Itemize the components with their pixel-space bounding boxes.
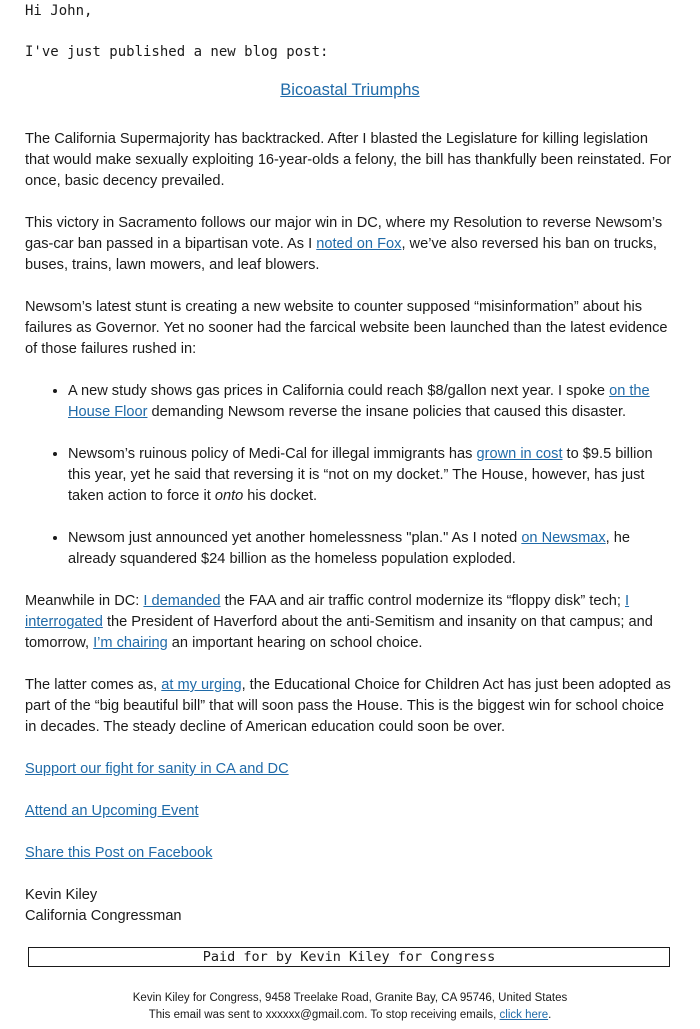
post-title-link[interactable]: Bicoastal Triumphs: [280, 81, 420, 99]
paragraph-newsom-website: Newsom’s latest stunt is creating a new website to counter supposed “misinformation” about his failures as Governor. Yet no sooner had the farcical website been launched than the latest evidence of those failures rushed in:: [25, 299, 668, 357]
noted-on-fox-link[interactable]: noted on Fox: [316, 236, 402, 252]
i-interrogated-link[interactable]: I interrogated: [25, 593, 630, 630]
paragraph-sacramento-victory: [25, 213, 675, 276]
list-item-homelessness: [68, 528, 675, 570]
b2-emphasis: onto: [214, 488, 244, 504]
p4-text-2: the FAA and air traffic control modernize its “floppy disk” tech;: [220, 593, 625, 609]
paragraph-supermajority: The California Supermajority has backtracked. After I blasted the Legislature for killing legislation that would make sexually exploiting 16-year-olds a felony, the bill has thankfully been reinstated. For once, basic decency prevailed.: [25, 131, 672, 189]
post-title-row: [25, 80, 675, 101]
p5-text-before: The latter comes as,: [25, 677, 162, 693]
b2-text-after: his docket.: [243, 488, 318, 504]
p2-text-before: This victory in Sacramento follows our major win in DC, where my Resolution to reverse Newsom’s gas-car ban passed in a bipartisan vote. As I: [25, 215, 663, 252]
paragraph-school-choice: [25, 675, 675, 738]
b2-text-middle: to $9.5 billion this year, yet he said that reversing it is “not on my docket.” The House, however, has just taken action to force it: [68, 446, 653, 504]
email-body: [25, 80, 675, 927]
b3-text-after: , he already squandered $24 billion as the homeless population exploded.: [68, 530, 631, 567]
grown-in-cost-link[interactable]: grown in cost: [476, 446, 563, 462]
footer-sent-to-text: This email was sent to xxxxxx@gmail.com. To stop receiving emails,: [148, 1009, 500, 1021]
footer-end: .: [548, 1009, 552, 1021]
intro-line: I've just published a new blog post:: [25, 44, 329, 60]
attend-event-link[interactable]: Attend an Upcoming Event: [25, 803, 199, 819]
signature-title: California Congressman: [25, 908, 182, 924]
newsmax-link[interactable]: on Newsmax: [521, 530, 606, 546]
i-demanded-link[interactable]: I demanded: [143, 593, 221, 609]
paragraph-meanwhile-dc: [25, 591, 675, 654]
b2-text-before: Newsom’s ruinous policy of Medi-Cal for illegal immigrants has: [68, 446, 477, 462]
at-my-urging-link[interactable]: at my urging: [161, 677, 242, 693]
unsubscribe-link[interactable]: click here: [499, 1009, 549, 1021]
paid-for-disclaimer: Paid for by Kevin Kiley for Congress: [28, 947, 670, 967]
p4-text-4: an important hearing on school choice.: [167, 635, 423, 651]
im-chairing-link[interactable]: I’m chairing: [93, 635, 168, 651]
failures-list: [25, 381, 675, 570]
event-row: [25, 801, 675, 822]
share-facebook-link[interactable]: Share this Post on Facebook: [25, 845, 213, 861]
footer-sent-to: [0, 1007, 700, 1024]
signature-name: Kevin Kiley: [25, 887, 98, 903]
p4-text-3: the President of Haverford about the anti-Semitism and insanity on that campus; and tomorrow,: [25, 614, 653, 651]
list-item-gas-prices: [68, 381, 675, 423]
b3-text-before: Newsom just announced yet another homelessness "plan." As I noted: [68, 530, 522, 546]
email-footer: [0, 990, 700, 1024]
support-row: [25, 759, 675, 780]
b1-text-after: demanding Newsom reverse the insane policies that caused this disaster.: [147, 404, 627, 420]
greeting: Hi John,: [25, 3, 93, 19]
house-floor-link[interactable]: on the House Floor: [68, 383, 650, 420]
p4-text-1: Meanwhile in DC:: [25, 593, 144, 609]
signature: [25, 885, 675, 927]
p5-text-after: , the Educational Choice for Children Act has just been adopted as part of the “big beautiful bill” that will soon pass the House. This is the biggest win for school choice in decades. The steady decline of American education could soon be over.: [25, 677, 671, 735]
p2-text-after: , we’ve also reversed his ban on trucks, buses, trains, lawn mowers, and leaf blowers.: [25, 236, 657, 273]
support-fight-link[interactable]: Support our fight for sanity in CA and DC: [25, 761, 289, 777]
footer-address: Kevin Kiley for Congress, 9458 Treelake Road, Granite Bay, CA 95746, United States: [132, 992, 568, 1004]
b1-text-before: A new study shows gas prices in California could reach $8/gallon next year. I spoke: [68, 383, 610, 399]
share-row: [25, 843, 675, 864]
list-item-medi-cal: [68, 444, 675, 507]
